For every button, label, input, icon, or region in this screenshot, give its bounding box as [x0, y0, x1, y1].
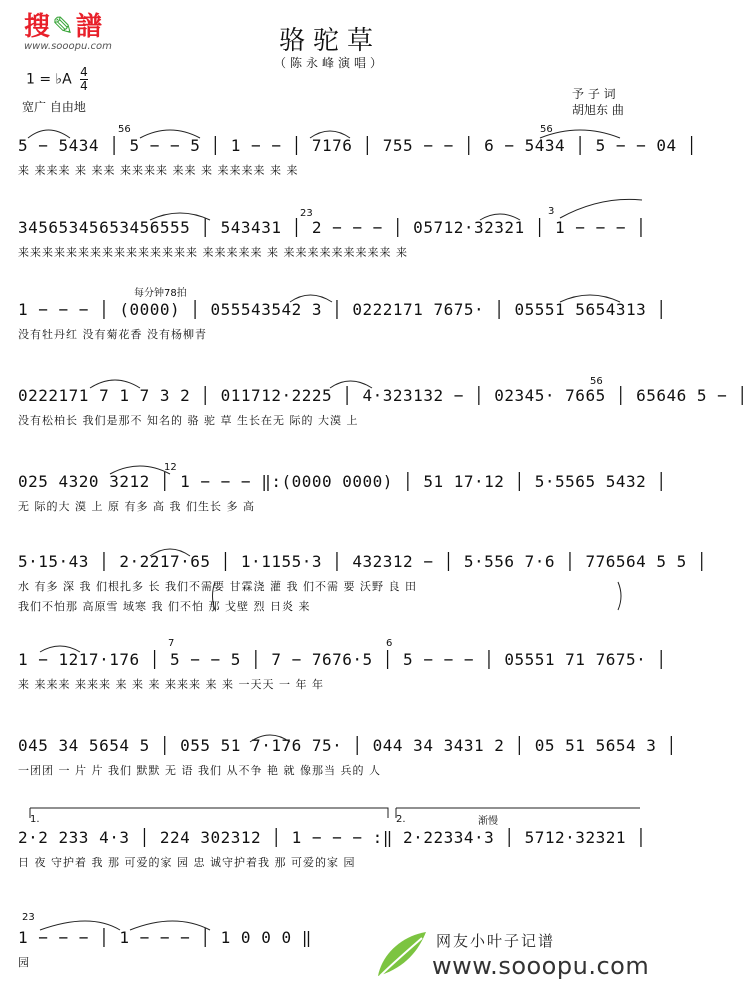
time-signature	[80, 66, 88, 93]
score-system-9	[18, 828, 647, 874]
key-signature	[26, 66, 88, 93]
logo-char-2: 譜	[75, 12, 104, 42]
notes-line: 34565345653456555 │ 543431 │ 2 − − − │ 05712·32321 │ 1 − − − │	[18, 218, 647, 237]
lyrics-line: 没有牡丹红 没有菊花香 没有杨柳青	[18, 328, 207, 341]
grace-56-3: 56	[590, 376, 603, 387]
notes-line: 0222171 7 1 7 3 2 │ 011712·2225 │ 4·323132 − │ 02345· 7665 │ 65646 5 − │	[18, 386, 748, 405]
ending-2: 2.	[396, 814, 406, 825]
grace-12: 12	[164, 462, 177, 473]
lyrics-line: 来来来来来来来来来来来来来来来 来来来来来 来 来来来来来来来来来 来	[18, 246, 408, 259]
grace-56: 56	[118, 124, 131, 135]
logo-char-1: 搜	[24, 12, 53, 42]
leaf-icon: ✎	[52, 12, 76, 42]
credits	[572, 86, 624, 118]
score-system-8	[18, 736, 677, 782]
song-title: 骆驼草	[278, 26, 381, 56]
brand-url[interactable]: www.sooopu.com	[432, 952, 650, 980]
grace-23-2: 23	[22, 912, 35, 923]
score-system-10	[18, 928, 318, 974]
notes-line: 045 34 5654 5 │ 055 51 7·176 75· │ 044 34 3431 2 │ 05 51 5654 3 │	[18, 736, 677, 755]
lyrics-line-2: 我们不怕那 高原雪 域寒 我 们不怕 那 戈壁 烈 日炎 来	[18, 600, 311, 613]
lyrics-line: 来 来来来 来 来来 来来来来 来来 来 来来来来 来 来	[18, 164, 299, 177]
score-system-5	[18, 472, 667, 518]
score-system-1	[18, 136, 697, 182]
score-system-4	[18, 386, 748, 432]
tempo-marking: 宽广 自由地	[22, 100, 86, 114]
score-system-2	[18, 218, 647, 264]
lyrics-line: 一团团 一 片 片 我们 默默 无 语 我们 从不争 艳 就 像那当 兵的 人	[18, 764, 381, 777]
notes-line: 1 − 1217·176 │ 5 − − 5 │ 7 − 7676·5 │ 5 − − − │ 05551 71 7675· │	[18, 650, 667, 669]
grace-3: 3	[548, 206, 555, 217]
lyricist: 予 子 词	[572, 87, 616, 101]
bpm-marking: 每分钟78拍	[134, 288, 187, 299]
brand-leaf-icon	[372, 926, 432, 986]
notes-line: 025 4320 3212 │ 1 − − − ‖:(0000 0000) │ 51 17·12 │ 5·5565 5432 │	[18, 472, 667, 491]
notes-line: 2·2 233 4·3 │ 224 302312 │ 1 − − − :‖ 2·22334·3 │ 5712·32321 │	[18, 828, 647, 847]
transcriber-signature: 网友小叶子记谱	[436, 932, 556, 950]
notes-line: 1 − − − │ 1 − − − │ 1 0 0 0 ‖	[18, 928, 312, 947]
lyrics-line: 园	[18, 956, 30, 969]
grace-23: 23	[300, 208, 313, 219]
lyrics-line: 来 来来来 来来来 来 来 来 来来来 来 来 一天天 一 年 年	[18, 678, 324, 691]
time-top: 4	[80, 65, 88, 79]
notes-line: 1 − − − │ (0000) │ 055543542 3 │ 0222171 7675· │ 05551 5654313 │	[18, 300, 667, 319]
grace-56-2: 56	[540, 124, 553, 135]
lyrics-line: 日 夜 守护着 我 那 可爱的家 园 忠 诚守护着我 那 可爱的家 园	[18, 856, 356, 869]
ritardando: 渐慢	[478, 816, 498, 827]
composer: 胡旭东 曲	[572, 103, 624, 117]
notes-line: 5 − 5434 │ 5 − − 5 │ 1 − − │ 7176 │ 755 − − │ 6 − 5434 │ 5 − − 04 │	[18, 136, 697, 155]
time-bottom: 4	[80, 79, 88, 93]
score-system-7	[18, 650, 667, 696]
lyrics-line: 水 有多 深 我 们根扎多 长 我们不需要 甘霖浇 灌 我 们不需 要 沃野 良 田	[18, 580, 417, 593]
notes-line: 5·15·43 │ 2·2217·65 │ 1·1155·3 │ 432312 − │ 5·556 7·6 │ 776564 5 5 │	[18, 552, 708, 571]
lyrics-line: 没有松柏长 我们是那不 知名的 骆 驼 草 生长在无 际的 大漠 上	[18, 414, 359, 427]
score-system-3	[18, 300, 667, 346]
key-text: 1 = ♭A	[26, 71, 72, 88]
logo-url: www.sooopu.com	[24, 41, 112, 52]
lyrics-line: 无 际的大 漠 上 原 有多 高 我 们生长 多 高	[18, 500, 255, 513]
ending-1: 1.	[30, 814, 40, 825]
song-subtitle: （陈永峰演唱）	[273, 56, 386, 70]
grace-7: 7	[168, 638, 175, 649]
grace-6: 6	[386, 638, 393, 649]
score-system-6	[18, 552, 708, 618]
